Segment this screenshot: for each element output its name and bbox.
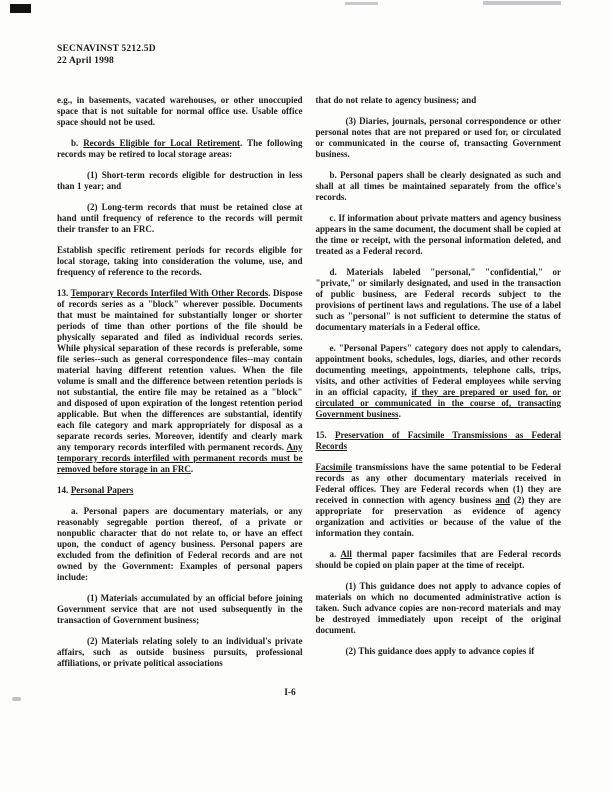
text-segment: 14. bbox=[57, 485, 71, 495]
underlined-text: All bbox=[340, 549, 352, 559]
scan-artifact-mark bbox=[10, 4, 31, 13]
paragraph bbox=[57, 245, 303, 278]
paragraph bbox=[316, 549, 562, 571]
text-segment: e. "Personal Papers" category does not apply to calendars, appointment books, schedules, logs, diaries, and other records documenting meetings, appointments, telephone calls, trips, visits, and other activities of Federal employees while serving in an official capacity, bbox=[315, 343, 561, 397]
text-segment: (3) Diaries, journals, personal correspondence or other personal notes that are not prepared or used for, or circulated or communicated in the course of, transacting Government business. bbox=[315, 116, 561, 159]
paragraph bbox=[316, 581, 562, 636]
underlined-text: Preservation of Facsimile Transmissions as Federal Records bbox=[315, 430, 561, 451]
text-segment: e.g., in basements, vacated warehouses, or other unoccupied space that is not suitable for normal office use. Usable office space should not be used. bbox=[57, 95, 303, 127]
underlined-text: Temporary Records Interfiled With Other Records bbox=[70, 288, 269, 298]
text-segment: (2) they are appropriate for preservation as evidence of agency organization and activities or because of the value of the information they contain. bbox=[315, 495, 561, 538]
underlined-text: and bbox=[495, 495, 510, 505]
text-segment: a. bbox=[329, 549, 341, 559]
scan-artifact-streak bbox=[483, 1, 561, 5]
paragraph bbox=[57, 288, 303, 475]
text-segment: that do not relate to agency business; and bbox=[315, 95, 477, 105]
text-segment: (2) Long-term records that must be retained close at hand until frequency of reference to the records will permit their transfer to an FRC. bbox=[57, 202, 303, 234]
underlined-text: Facsimile bbox=[315, 462, 352, 472]
paragraph bbox=[316, 213, 562, 257]
paragraph bbox=[57, 138, 303, 160]
text-segment: (2) This guidance does apply to advance copies if bbox=[345, 646, 535, 656]
paragraph bbox=[57, 202, 303, 235]
paragraph bbox=[57, 95, 303, 128]
text-segment: Establish specific retirement periods for records eligible for local storage, taking into consideration the volume, use, and frequency of reference to the records. bbox=[57, 245, 303, 277]
paragraph bbox=[57, 506, 303, 583]
text-segment: (1) This guidance does not apply to advance copies of materials on which no documented administrative action is taken. Such advance copies are non-record materials and may be destroyed immediately upon receipt of the original document. bbox=[315, 581, 561, 635]
paragraph bbox=[316, 646, 562, 657]
underlined-text: if they are prepared or used for, or circulated or communicated in the course of, transacting Government business bbox=[315, 387, 561, 419]
text-segment: a. Personal papers are documentary materials, or any reasonably segregable portion thereof, of a private or nonpublic character that do not relate to, or have an effect upon, the conduct of agency business. Personal papers are excluded from the definition of Federal records and are not owned by the Government: Examples of personal papers include: bbox=[57, 506, 303, 582]
text-segment: (2) Materials relating solely to an individual's private affairs, such as outside business pursuits, professional affiliations, or private political associations bbox=[57, 636, 303, 668]
text-segment: 15. bbox=[315, 430, 335, 440]
text-segment: . bbox=[190, 464, 194, 474]
text-segment: transmissions have the same potential to be Federal records as any other documentary materials received in Federal offices. They are Federal records when (1) they are received in connection with agency business bbox=[315, 462, 561, 505]
paragraph bbox=[57, 485, 303, 496]
paragraph bbox=[316, 430, 562, 452]
underlined-text: Records Eligible for Local Retirement bbox=[83, 138, 241, 148]
paragraph bbox=[316, 462, 562, 539]
text-segment: thermal paper facsimiles that are Federal records should be copied on plain paper at the time of receipt. bbox=[315, 549, 561, 570]
text-segment: (1) Materials accumulated by an official before joining Government service that are not used subsequently in the transaction of Government business; bbox=[57, 593, 303, 625]
paragraph bbox=[316, 95, 562, 106]
underlined-text: Personal Papers bbox=[70, 485, 134, 495]
text-segment: d. Materials labeled "personal," "confidential," or "private," or similarly designated, and used in the transaction of public business, are Federal records subject to the provisions of pertinent laws and regulations. The use of a label such as "personal" is not sufficient to determine the status of documentary materials in a Federal office. bbox=[315, 267, 561, 332]
paragraph bbox=[57, 593, 303, 626]
document-header bbox=[57, 44, 156, 67]
text-segment: c. If information about private matters and agency business appears in the same document, the document shall be copied at the time or receipt, with the personal information deleted, and treated as a Federal record. bbox=[315, 213, 561, 256]
paragraph bbox=[57, 636, 303, 669]
page-number: I-6 bbox=[284, 688, 296, 698]
paragraph bbox=[316, 343, 562, 420]
paragraph bbox=[316, 267, 562, 333]
instruction-date: 22 April 1998 bbox=[57, 55, 114, 66]
text-segment: . bbox=[398, 409, 401, 419]
scan-artifact-streak bbox=[345, 2, 378, 5]
text-segment: (1) Short-term records eligible for destruction in less than 1 year; and bbox=[57, 170, 303, 191]
text-segment: . The following records may be retired to local storage areas: bbox=[57, 138, 303, 159]
text-segment: b. bbox=[71, 138, 84, 148]
text-segment: b. Personal papers shall be clearly designated as such and shall at all times be maintained separately from the office's records. bbox=[315, 170, 561, 202]
right-column bbox=[316, 95, 562, 679]
underlined-text: Any temporary records interfiled with permanent records must be removed before storage in an FRC bbox=[57, 442, 303, 474]
instruction-number: SECNAVINST 5212.5D bbox=[57, 44, 156, 54]
left-column bbox=[57, 95, 303, 679]
text-segment: . Dispose of records series as a "block" wherever possible. Documents that must be maintained for substantially longer or shorter periods of time than other portions of the file should be physically separated and filed as individual records series. While physical separation of these records is preferable, some file series--such as general correspondence files--may contain material having different retention values. When the file volume is small and the difference between retention periods is not substantial, the entire file may be retained as a "block" and disposed of upon expiration of the longest retention period applicable. But when the differences are substantial, identify each file category and mark appropriately for disposal as a separate records series. Moreover, identify and clearly mark any temporary records interfiled with permanent records. bbox=[57, 288, 303, 452]
document-body bbox=[57, 95, 561, 679]
paragraph bbox=[57, 170, 303, 192]
text-segment: 13. bbox=[57, 288, 71, 298]
paragraph bbox=[316, 116, 562, 160]
paragraph bbox=[316, 170, 562, 203]
